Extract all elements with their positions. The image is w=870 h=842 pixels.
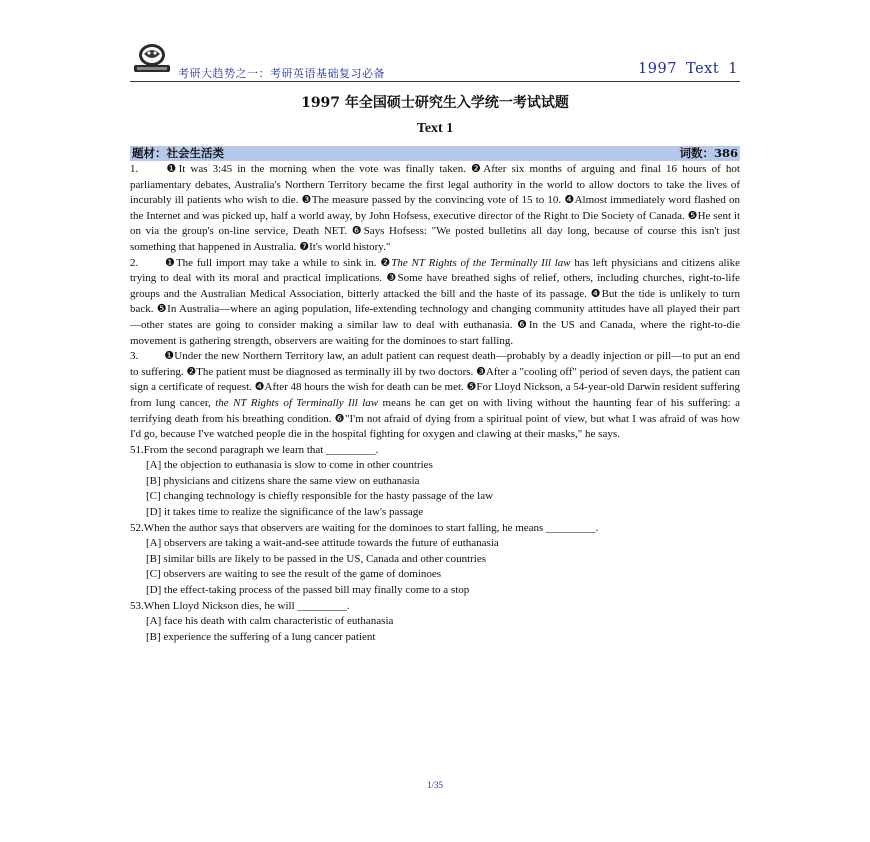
question-53: 53.When Lloyd Nickson dies, he will _________. [130, 599, 350, 612]
paragraph-number: 2. [130, 256, 139, 269]
option-53-b: [B] experience the suffering of a lung cancer patient [146, 630, 376, 643]
paragraph-text: ❶The full import may take a while to sink in. ❷ [164, 256, 392, 269]
text-subtitle: Text 1 [416, 121, 454, 136]
option-51-a: [A] the objection to euthanasia is slow to come in other countries [146, 459, 433, 472]
header-right-text: 1997 Text 1 [638, 61, 738, 77]
question-52: 52.When the author says that observers are waiting for the dominoes to start falling, he means _________. [130, 521, 599, 534]
option-51-c: [C] changing technology is chiefly responsible for the hasty passage of the law [146, 490, 494, 503]
paragraph-number: 3. [130, 350, 139, 363]
option-52-b: [B] similar bills are likely to be passed in the US, Canada and other countries [146, 552, 487, 565]
law-title-italic: the NT Rights of Terminally Ill law [215, 396, 379, 409]
word-count: 词数：386 [679, 146, 738, 160]
paragraph-text: ❶It was 3:45 in the morning when the vote was finally taken. ❷After six months of arguing and final 16 hours of hot parliamentary debates, Australia's Northern Territory became the first legal authority in the world to allow doctors to take the lives of incurably ill patients who wish to die. ❸The measure passed by the convincing vote of 15 to 10. ❹Almost immediately word flashed on the Internet and was picked up, half a world away, by John Hofsess, executive director of the Right to Die Society of Canada. ❺He sent it on via the group's on-line service, Death NET. ❻Says Hofsess: "We posted bulletins all day long, because of course this isn't just something that happened in Australia. ❼It's world history." [130, 163, 740, 253]
paragraph-number: 1. [130, 163, 139, 175]
globe-logo-icon [131, 42, 173, 74]
option-52-a: [A] observers are taking a wait-and-see attitude towards the future of euthanasia [146, 537, 499, 550]
paragraph-3 [130, 349, 740, 443]
passage-body [130, 162, 740, 645]
option-53-a: [A] face his death with calm characteristic of euthanasia [146, 615, 394, 628]
question-51: 51.From the second paragraph we learn that _________. [130, 443, 379, 456]
header-left-text: 考研大趋势之一：考研英语基础复习必备 [178, 67, 385, 80]
option-52-d: [D] the effect-taking process of the passed bill may finally come to a stop [146, 584, 470, 597]
law-title-italic: The NT Rights of the Terminally Ill law [391, 256, 571, 269]
paragraph-text: means he can get on with living without the haunting fear of his suffering: a terrifying death from his breathing condition. ❻"I'm not afraid of dying from a spiritual point of view, but what I was afraid of was how I'd go, because I've watched people die in the hospital fighting for oxygen and clawing at their masks," he says. [130, 396, 740, 441]
page-number: 1/35 [426, 780, 443, 790]
paragraph-text: has left physicians and citizens alike trying to deal with its moral and practical implications. ❸Some have breathed sighs of relief, others, including churches, right-to-life groups and the Australian Medical Association, bitterly attacked the bill and the haste of its passage. ❹But the tide is unlikely to turn back. ❺In Australia—where an aging population, life-extending technology and changing community attitudes have all played their part—other states are going to consider making a similar law to deal with euthanasia. ❻In the US and Canada, where the right-to-die movement is gathering strength, observers are waiting for the dominoes to start falling. [130, 256, 740, 347]
option-51-b: [B] physicians and citizens share the same view on euthanasia [146, 474, 420, 487]
option-51-d: [D] it takes time to realize the significance of the law's passage [146, 506, 424, 519]
topic-bar [130, 146, 740, 161]
paragraph-text: ❶Under the new Northern Territory law, an adult patient can request death—probably by a deadly injection or pill—to put an end to suffering. ❷The patient must be diagnosed as terminally ill by two doctors. ❸After a "cooling off" period of seven days, the patient can sign a certificate of request. ❹After 48 hours the wish for death can be met. ❺For Lloyd Nickson, a 54-year-old Darwin resident suffering from lung cancer, [130, 350, 740, 409]
page-title: 1997 年全国硕士研究生入学统一考试试题 [301, 95, 569, 111]
paragraph-1 [130, 162, 740, 256]
option-52-c: [C] observers are waiting to see the result of the game of dominoes [146, 568, 442, 581]
paragraph-2 [130, 256, 740, 350]
header-divider [130, 81, 740, 82]
topic-label: 题材：社会生活类 [132, 146, 224, 160]
